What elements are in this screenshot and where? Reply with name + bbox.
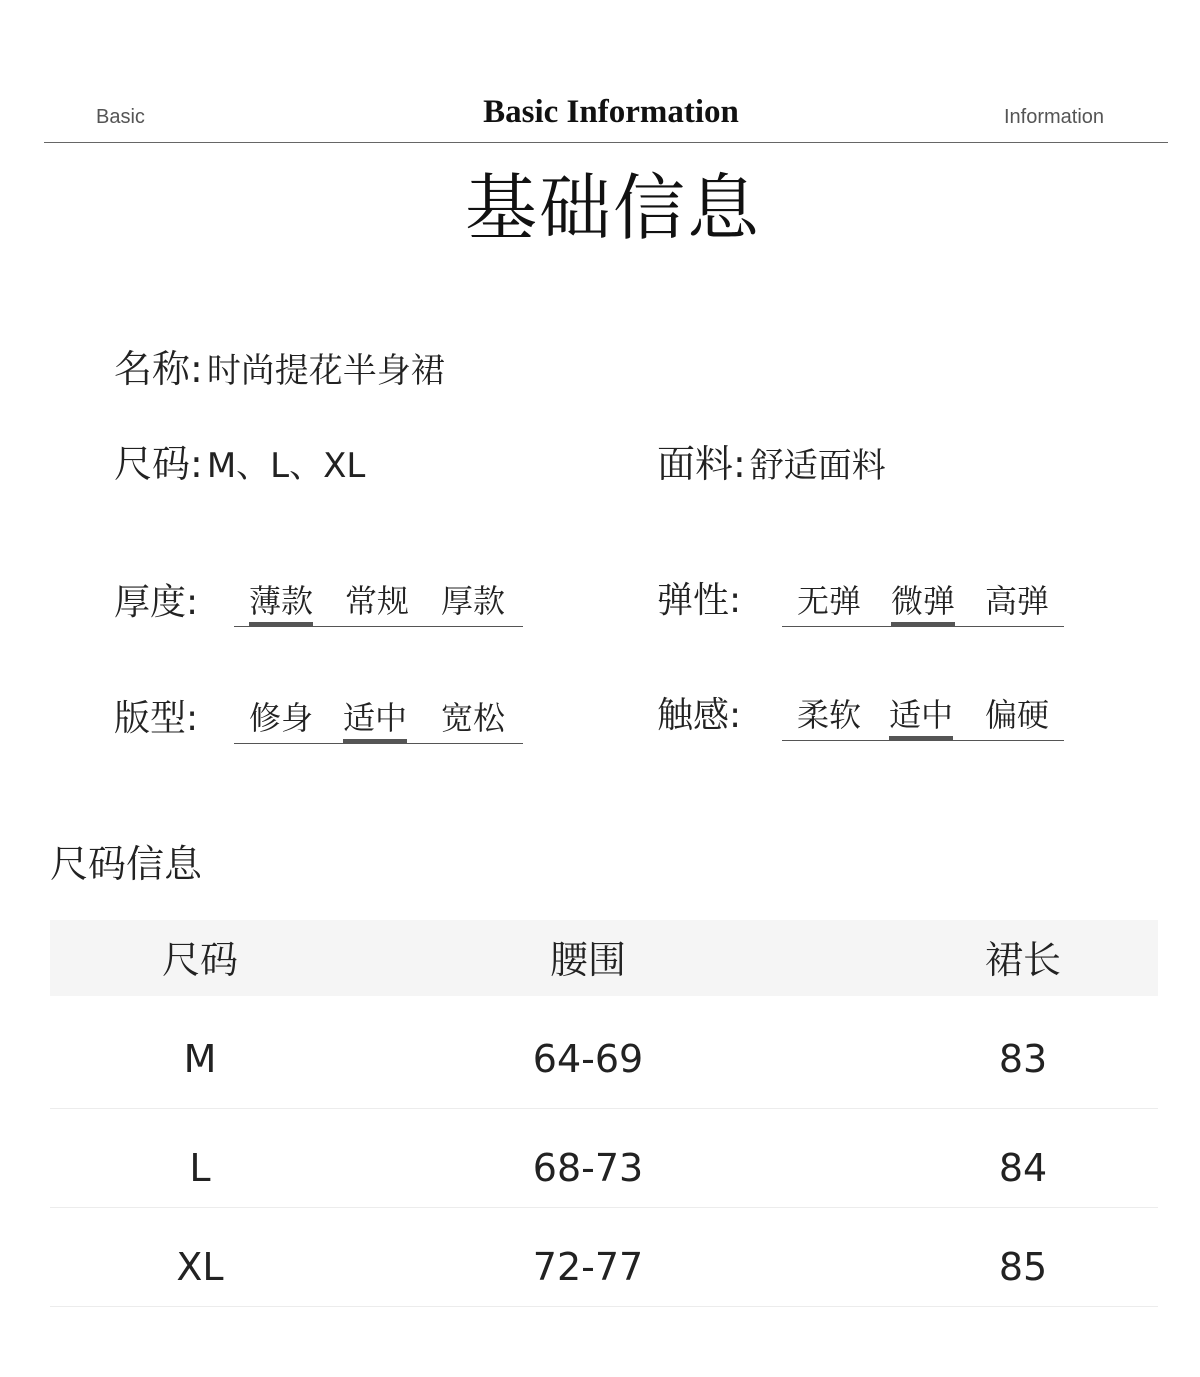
table-cell-waist: 64-69 (532, 1037, 644, 1081)
elasticity-underline (782, 626, 1064, 627)
fit-options (234, 693, 523, 753)
elasticity-option-none: 无弹 (796, 582, 861, 620)
fit-label: 版型: (114, 698, 199, 739)
thickness-option-thick: 厚款 (440, 582, 505, 620)
table-row (50, 996, 1158, 1109)
table-row (50, 1109, 1158, 1208)
header-center-title: Basic Information (483, 94, 739, 130)
elasticity-label: 弹性: (657, 580, 742, 621)
info-fabric-label: 面料: (657, 442, 746, 486)
column-header-length: 裙长 (984, 938, 1061, 982)
feel-option-medium: 适中 (888, 690, 954, 736)
info-name-label: 名称: (114, 347, 203, 391)
table-cell-waist: 72-77 (532, 1245, 644, 1289)
thickness-options (234, 576, 523, 636)
header-divider (44, 142, 1168, 143)
info-fabric (657, 433, 886, 488)
table-cell-size: XL (176, 1245, 224, 1289)
feel-option-soft: 柔软 (796, 696, 861, 734)
size-section-title: 尺码信息 (50, 842, 203, 886)
info-name (114, 338, 445, 393)
fit-option-loose: 宽松 (440, 699, 505, 737)
column-header-waist: 腰围 (549, 938, 626, 982)
info-size-label: 尺码: (114, 442, 203, 486)
info-size (114, 433, 365, 488)
elasticity-option-high: 高弹 (984, 582, 1049, 620)
page-title: 基础信息 (464, 166, 761, 250)
fit-underline (234, 743, 523, 744)
column-header-size: 尺码 (161, 938, 238, 982)
thickness-label: 厚度: (114, 582, 199, 623)
table-row (50, 1208, 1158, 1307)
thickness-option-thin: 薄款 (248, 576, 314, 622)
feel-underline (782, 740, 1064, 741)
table-cell-length: 84 (998, 1146, 1048, 1190)
fit-option-medium: 适中 (342, 693, 408, 739)
header-right-text: Information (1004, 106, 1105, 128)
info-fabric-value: 舒适面料 (749, 446, 886, 486)
elasticity-option-slight: 微弹 (890, 576, 956, 622)
table-cell-waist: 68-73 (532, 1146, 644, 1190)
thickness-option-regular: 常规 (344, 582, 409, 620)
table-cell-size: L (189, 1146, 211, 1190)
table-cell-length: 83 (998, 1037, 1048, 1081)
elasticity-options (782, 576, 1064, 636)
fit-option-slim: 修身 (248, 699, 313, 737)
table-cell-size: M (183, 1037, 217, 1081)
header-left-text: Basic (96, 106, 145, 128)
size-table-header (50, 920, 1158, 996)
table-cell-length: 85 (998, 1245, 1048, 1289)
info-size-value: M、L、XL (206, 446, 366, 486)
feel-label: 触感: (657, 695, 742, 736)
feel-options (782, 690, 1064, 750)
feel-option-stiff: 偏硬 (984, 696, 1049, 734)
size-table (50, 920, 1158, 1307)
thickness-underline (234, 626, 523, 627)
info-name-value: 时尚提花半身裙 (206, 351, 445, 391)
